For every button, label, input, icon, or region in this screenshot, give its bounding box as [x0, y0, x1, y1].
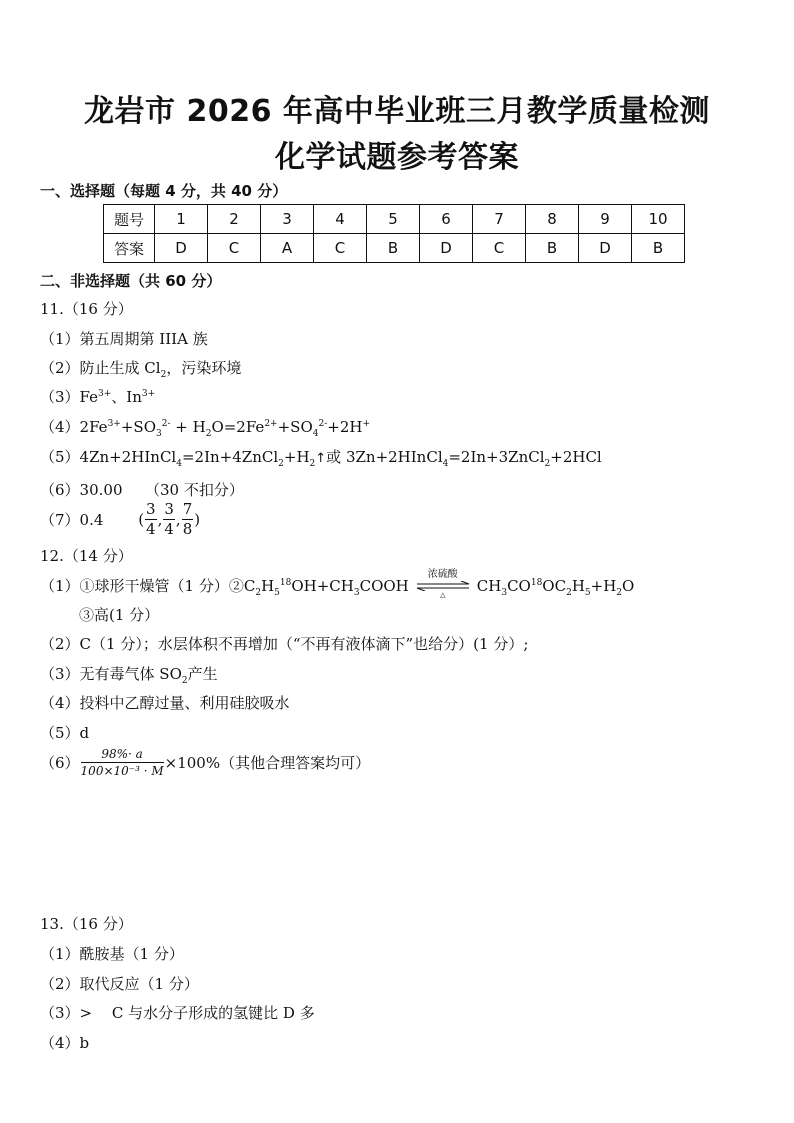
row-label: 答案: [104, 234, 155, 263]
q12-answer-5: （5）d: [40, 724, 90, 742]
title-line-2: 化学试题参考答案: [275, 140, 519, 175]
question-number-row: [104, 205, 685, 234]
answer-row: [104, 234, 685, 263]
table-cell: D: [155, 234, 208, 263]
q13-answer-3: （3）> C 与水分子形成的氢键比 D 多: [40, 1004, 315, 1022]
table-cell: B: [632, 234, 685, 263]
yield-fraction: $\frac{98\%\cdot a}{\text{100×10⁻³ · M}}$: [80, 747, 164, 778]
q13-answer-2: （2）取代反应（1 分）: [40, 975, 199, 993]
q11-answer-7: （7）0.4 ( $\frac{3}{4}$ , $\frac{3}{4}$ , $\frac{7}{8}$ ): [40, 500, 201, 538]
reversible-arrow: 浓硫酸 △: [415, 577, 471, 597]
section-2-heading: 二、非选择题（共 60 分）: [40, 272, 222, 290]
q12-answer-4: （4）投料中乙醇过量、利用硅胶吸水: [40, 694, 290, 712]
q13-header: 13.（16 分）: [40, 915, 133, 933]
table-cell: C: [208, 234, 261, 263]
q11-answer-6: （6）30.00 （30 不扣分）: [40, 481, 244, 499]
fraction: $\frac{3}{4}$: [146, 500, 156, 538]
table-cell: D: [579, 234, 632, 263]
title-line-1: 龙岩市 2026 年高中毕业班三月教学质量检测: [84, 94, 710, 129]
table-cell: C: [473, 234, 526, 263]
q11-answer-1: （1）第五周期第 IIIA 族: [40, 330, 208, 348]
table-cell: B: [367, 234, 420, 263]
q12-answer-6: （6） $\frac{98\%\cdot a}{\text{100×10⁻³ · M}}$ ×100%（其他合理答案均可）: [40, 747, 371, 778]
q11-answer-4: $(4)2Fe^{3+}+SO_3^{2-} + H_2O=2Fe^{2+}+SO_4^{2-}+2H^+$: [40, 418, 371, 439]
row-label: 题号: [104, 205, 155, 234]
q11-answer-2: （2）防止生成 $Cl_2$，污染环境: [40, 359, 242, 380]
table-cell: 6: [420, 205, 473, 234]
q12-header: 12.（14 分）: [40, 547, 133, 565]
fraction: $\frac{3}{4}$: [164, 500, 174, 538]
table-cell: 2: [208, 205, 261, 234]
q11-header: 11.（16 分）: [40, 300, 133, 318]
answer-table: [103, 204, 685, 263]
fraction: $\frac{7}{8}$: [182, 500, 193, 538]
q11-answer-3: $(3)Fe^{3+}$、$In^{3+}$: [40, 388, 156, 406]
q13-answer-1: （1）酰胺基（1 分）: [40, 945, 184, 963]
table-cell: C: [314, 234, 367, 263]
table-cell: 3: [261, 205, 314, 234]
q12-answer-1: （1）①球形干燥管（1 分）$②C_2H_5^{18}OH+CH_3COOH$ 浓硫酸 △ $CH_3CO^{18}OC_2H_5+H_2O$: [40, 569, 635, 599]
table-cell: 8: [526, 205, 579, 234]
q13-answer-4: （4）b: [40, 1034, 90, 1052]
q11-answer-5: $(5)4Zn+2HInCl_4=2In+4ZnCl_2+H_2↑$或 3Zn+2HInCl$_4$=2In+3ZnCl$_2$+2HCl: [40, 448, 602, 469]
table-cell: 10: [632, 205, 685, 234]
table-cell: 1: [155, 205, 208, 234]
table-cell: 5: [367, 205, 420, 234]
table-cell: 7: [473, 205, 526, 234]
table-cell: A: [261, 234, 314, 263]
table-cell: B: [526, 234, 579, 263]
q12-answer-1-line-2: ③高(1 分）: [79, 606, 160, 624]
q12-answer-2: （2）C（1 分）；水层体积不再增加（“不再有液体滴下”也给分）(1 分）;: [40, 635, 529, 653]
q12-answer-3: （3）无有毒气体 $SO_2$产生: [40, 665, 218, 686]
section-1-heading: 一、选择题（每题 4 分，共 40 分）: [40, 182, 288, 200]
table-cell: 4: [314, 205, 367, 234]
table-cell: 9: [579, 205, 632, 234]
table-cell: D: [420, 234, 473, 263]
